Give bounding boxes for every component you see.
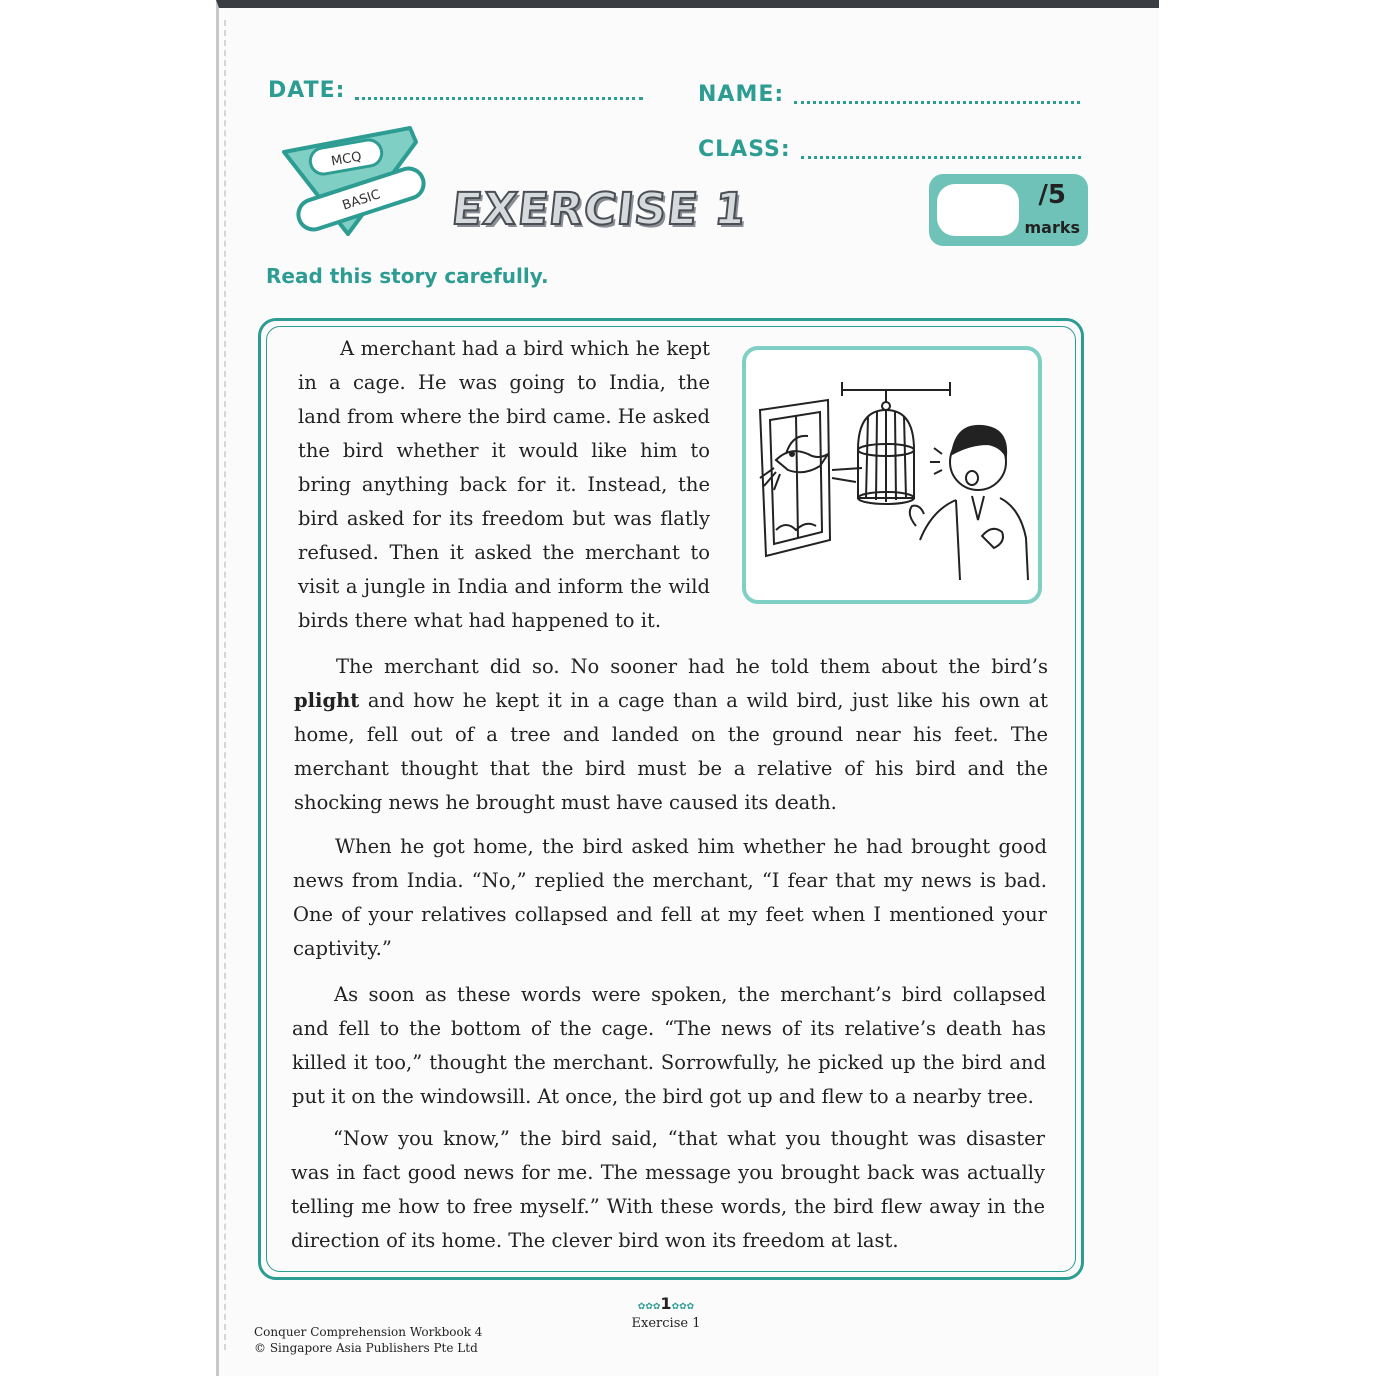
name-label: NAME: [698, 82, 785, 107]
badge-bottom-label: BASIC [340, 187, 383, 214]
story-paragraph-1: A merchant had a bird which he kept in a cage. He was going to India, the land from where the bird came. He asked the bird whether it would like him to bring anything back for it. Instead, the bird asked for its freedom but was flatly refused. Then it asked the merchant to visit a jungle in India and inform the wild birds there what had happened to it. [298, 337, 710, 632]
perforation-line [224, 20, 226, 1350]
date-label: DATE: [268, 78, 346, 103]
paragraph-2-text-b: and how he kept it in a cage than a wild bird, just like his own at home, fell out of a tree and landed on the ground near his feet. The merchant thought that the bird must be a relative of his bird and the shocking news he brought must have caused its death. [294, 689, 1048, 814]
footer-credits [254, 1324, 482, 1356]
stars-left-icon: ✿✿✿ [637, 1302, 661, 1312]
page-number [626, 1294, 706, 1313]
story-paragraph-5: “Now you know,” the bird said, “that what you thought was disaster was in fact good news for me. The message you brought back was actually telling me how to free myself.” With these words, the bird flew away in the direction of its home. The clever bird won its freedom at last. [291, 1127, 1045, 1252]
exercise-title: EXERCISE 1 [449, 184, 749, 235]
mcq-basic-badge [278, 122, 438, 242]
marks-label: marks [1024, 218, 1080, 237]
page-label: Exercise 1 [631, 1316, 701, 1331]
badge-top-label: MCQ [330, 149, 363, 170]
story-illustration [742, 346, 1042, 604]
story-paragraph-4: As soon as these words were spoken, the merchant’s bird collapsed and fell to the bottom of the cage. “The news of its relative’s death has killed it too,” thought the merchant. Sorrowfully, he picked up the bird and put it on the windowsill. At once, the bird got up and flew to a nearby tree. [292, 983, 1046, 1108]
paragraph-2-text-a: The merchant did so. No sooner had he told them about the bird’s [336, 655, 1048, 678]
story-paragraph-3: When he got home, the bird asked him whether he had brought good news from India. “No,” replied the merchant, “I fear that my news is bad. One of your relatives collapsed and fell at my feet when I mentioned your captivity.” [293, 835, 1047, 960]
page-number-value: 1 [660, 1294, 672, 1313]
merchant-bird-drawing [746, 350, 1038, 600]
instruction-text: Read this story carefully. [266, 264, 549, 288]
book-title: Conquer Comprehension Workbook 4 [254, 1325, 483, 1339]
class-line[interactable] [801, 156, 1081, 159]
marks-box [929, 174, 1088, 246]
copyright-notice: © Singapore Asia Publishers Pte Ltd [254, 1341, 478, 1355]
plight-keyword: plight [294, 689, 360, 712]
score-entry-area[interactable] [937, 184, 1019, 236]
date-field[interactable] [268, 78, 643, 103]
class-label: CLASS: [698, 137, 791, 162]
class-field[interactable] [698, 137, 1081, 162]
story-paragraph-2 [294, 650, 1048, 820]
name-field[interactable] [698, 82, 1080, 107]
date-line[interactable] [355, 97, 643, 100]
marks-total: /5 [1038, 180, 1066, 210]
stars-right-icon: ✿✿✿ [671, 1302, 695, 1312]
name-line[interactable] [794, 101, 1080, 104]
